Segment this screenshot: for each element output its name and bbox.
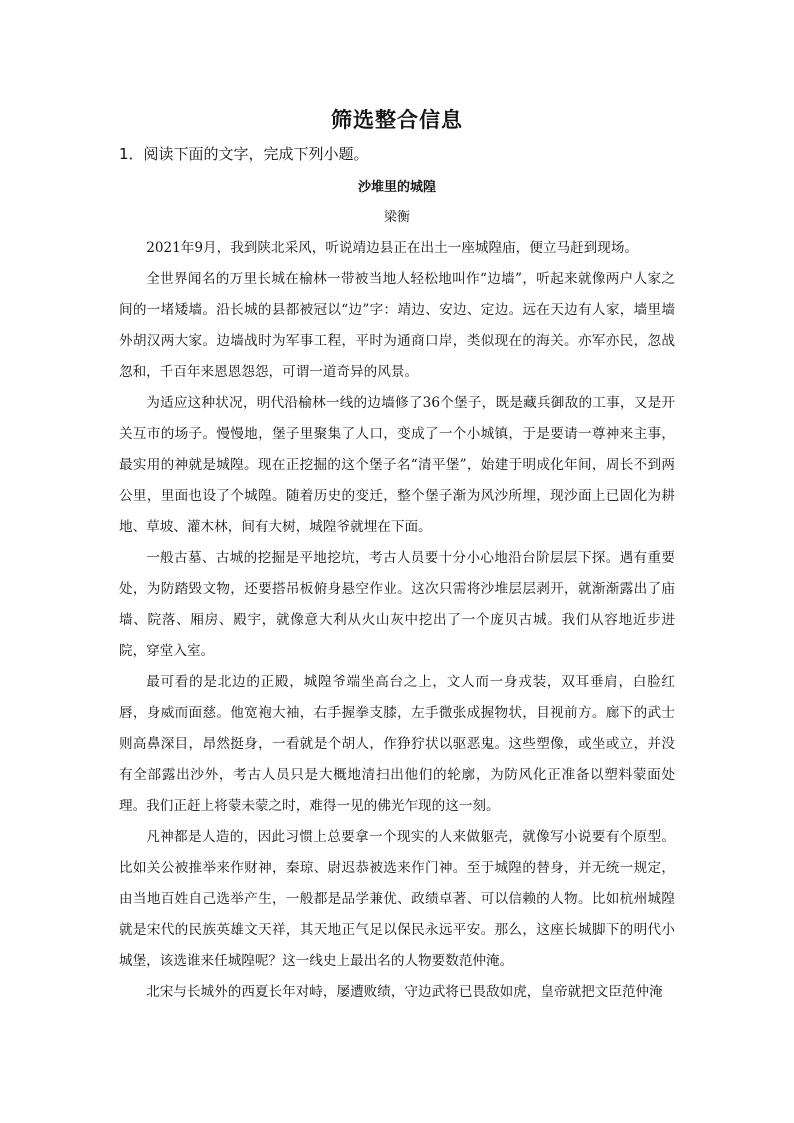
paragraph: 全世界闻名的万里长城在榆林一带被当地人轻松地叫作“边墙”，听起来就像两户人家之间的一堵矮墙。沿长城的县都被冠以“边”字：靖边、安边、定边。远在天边有人家，墙里墙外胡汉两大家。边墙战时为军事工程，平时为通商口岸，类似现在的海关。亦军亦民，忽战忽和，千百年来恩恩怨怨，可谓一道奇异的风景。 <box>119 271 675 380</box>
paragraph: 最可看的是北边的正殿，城隍爷端坐高台之上，文人而一身戎装，双耳垂肩，白脸红唇，身威而面慈。他宽袍大袖，右手握拳支膝，左手微张成握物状，目视前方。廊下的武士则高鼻深目，昂然挺身，一看就是个胡人，作狰狞状以驱恶鬼。这些塑像，或坐或立，并没有全部露出沙外，考古人员只是大概地清扫出他们的轮廓，为防风化正准备以塑料蒙面处理。我们正赶上将蒙未蒙之时，难得一见的佛光乍现的这一刻。 <box>119 674 675 814</box>
article-author: 梁衡 <box>383 210 410 225</box>
paragraph: 北宋与长城外的西夏长年对峙，屡遭败绩，守边武将已畏敌如虎，皇帝就把文臣范仲淹 <box>146 984 663 1000</box>
paragraph: 一般古墓、古城的挖掘是平地挖坑，考古人员要十分小心地沿台阶层层下探。遇有重要处，为防踏毁文物，还要搭吊板俯身悬空作业。这次只需将沙堆层层剥开，就渐渐露出了庙墙、院落、厢房、殿宇，就像意大利从火山灰中挖出了一个庞贝古城。我们从容地近步进院，穿堂入室。 <box>119 550 675 659</box>
article-title: 沙堆里的城隍 <box>357 180 436 195</box>
paragraph: 凡神都是人造的，因此习惯上总要拿一个现实的人来做躯壳，就像写小说要有个原型。比如关公被推举来作财神，秦琼、尉迟恭被选来作门神。至于城隍的替身，并无统一规定，由当地百姓自己选举产生，一般都是品学兼优、政绩卓著、可以信赖的人物。比如杭州城隍就是宋代的民族英雄文天祥，其天地正气足以保民永远平安。那么，这座长城脚下的明代小城堡，该选谁来任城隍呢？这一线史上最出名的人物要数范仲淹。 <box>119 829 675 969</box>
paragraph: 为适应这种状况，明代沿榆林一线的边墙修了36个堡子，既是藏兵御敌的工事，又是开关互市的场子。慢慢地，堡子里聚集了人口，变成了一个小城镇，于是要请一尊神来主事，最实用的神就是城隍。现在正挖掘的这个堡子名“清平堡”，始建于明成化年间，周长不到两公里，里面也设了个城隍。随着历史的变迁，整个堡子渐为风沙所埋，现沙面上已固化为耕地、草坡、灌木林，间有大树，城隍爷就埋在下面。 <box>119 395 675 535</box>
article-body <box>119 233 675 1008</box>
paragraph: 2021年9月，我到陕北采风，听说靖边县正在出土一座城隍庙，便立马赶到现场。 <box>146 240 639 256</box>
document-title: 筛选整合信息 <box>331 108 463 132</box>
question-prompt: 1．阅读下面的文字，完成下列小题。 <box>119 145 369 163</box>
